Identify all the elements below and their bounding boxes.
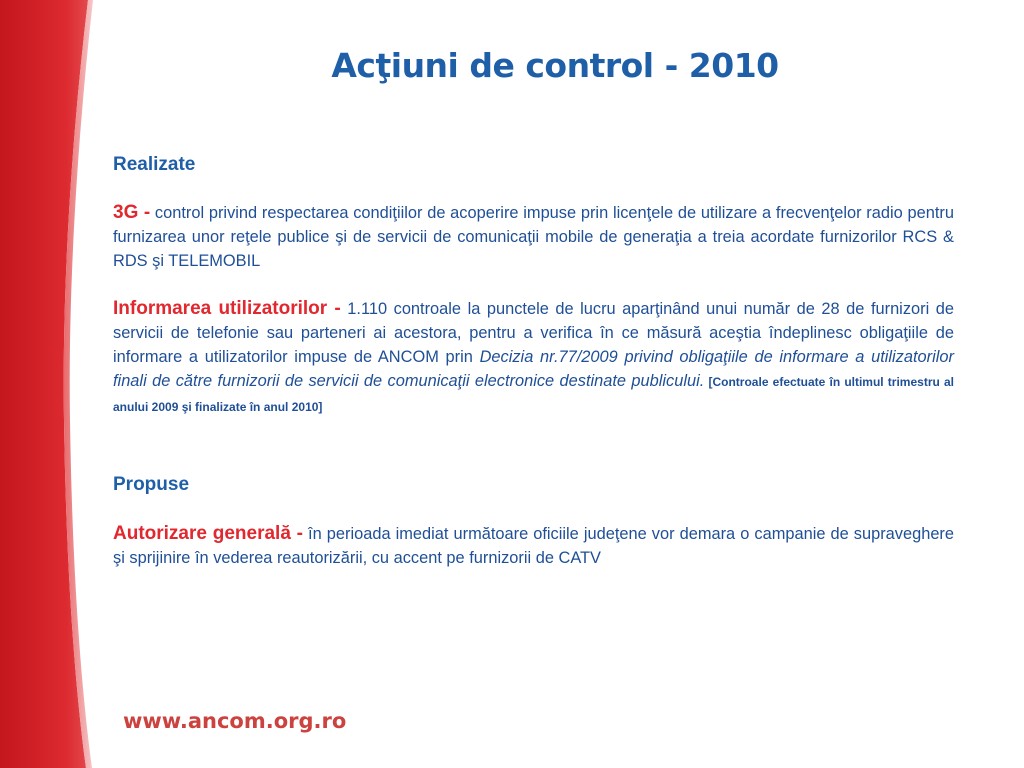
lead-autorizare: Autorizare generală - — [113, 522, 303, 544]
decorative-red-band — [0, 0, 100, 768]
text-informare: 1.110 controale la punctele de lucru aparţinând unui număr de 28 de furnizori de servicii de telefonie sau parteneri ai acestora, pentru a verifica în ce măsură aceştia îndeplinesc obligaţiile de informare a utilizatorilor impuse de ANCOM prin — [113, 299, 954, 367]
lead-3g: 3G - — [113, 202, 151, 223]
paragraph-autorizare — [113, 522, 954, 570]
text-autorizare: în perioada imediat următoare oficiile judeţene vor demara o campanie de supraveghere şi sprijinire în vederea reautorizării, cu accent pe furnizorii de CATV — [113, 524, 955, 567]
text-3g: control privind respectarea condiţiilor de acoperire impuse prin licenţele de utilizare a frecvenţelor radio pentru furnizarea unor reţele publice şi de servicii de comunicaţii mobile de generaţia a treia acordate furnizorilor RCS & RDS şi TELEMOBIL — [113, 204, 954, 271]
note-informare: [Controale efectuate în ultimul trimestru al anului 2009 şi finalizate în anul 2010] — [113, 375, 954, 415]
slide-content — [113, 150, 954, 570]
paragraph-informare — [113, 297, 954, 420]
page-title: Acţiuni de control - 2010 — [331, 46, 779, 85]
footer-website-url: www.ancom.org.ro — [123, 709, 347, 733]
paragraph-3g — [113, 201, 954, 274]
section-heading-realizate: Realizate — [113, 154, 196, 175]
decision-reference: Decizia nr.77/2009 privind obligaţiile de informare a utilizatorilor finali de către furnizorii de servicii de comunicaţii electronice destinate publicului. — [113, 348, 954, 391]
section-heading-propuse: Propuse — [113, 473, 190, 495]
lead-informare: Informarea utilizatorilor - — [113, 297, 341, 319]
